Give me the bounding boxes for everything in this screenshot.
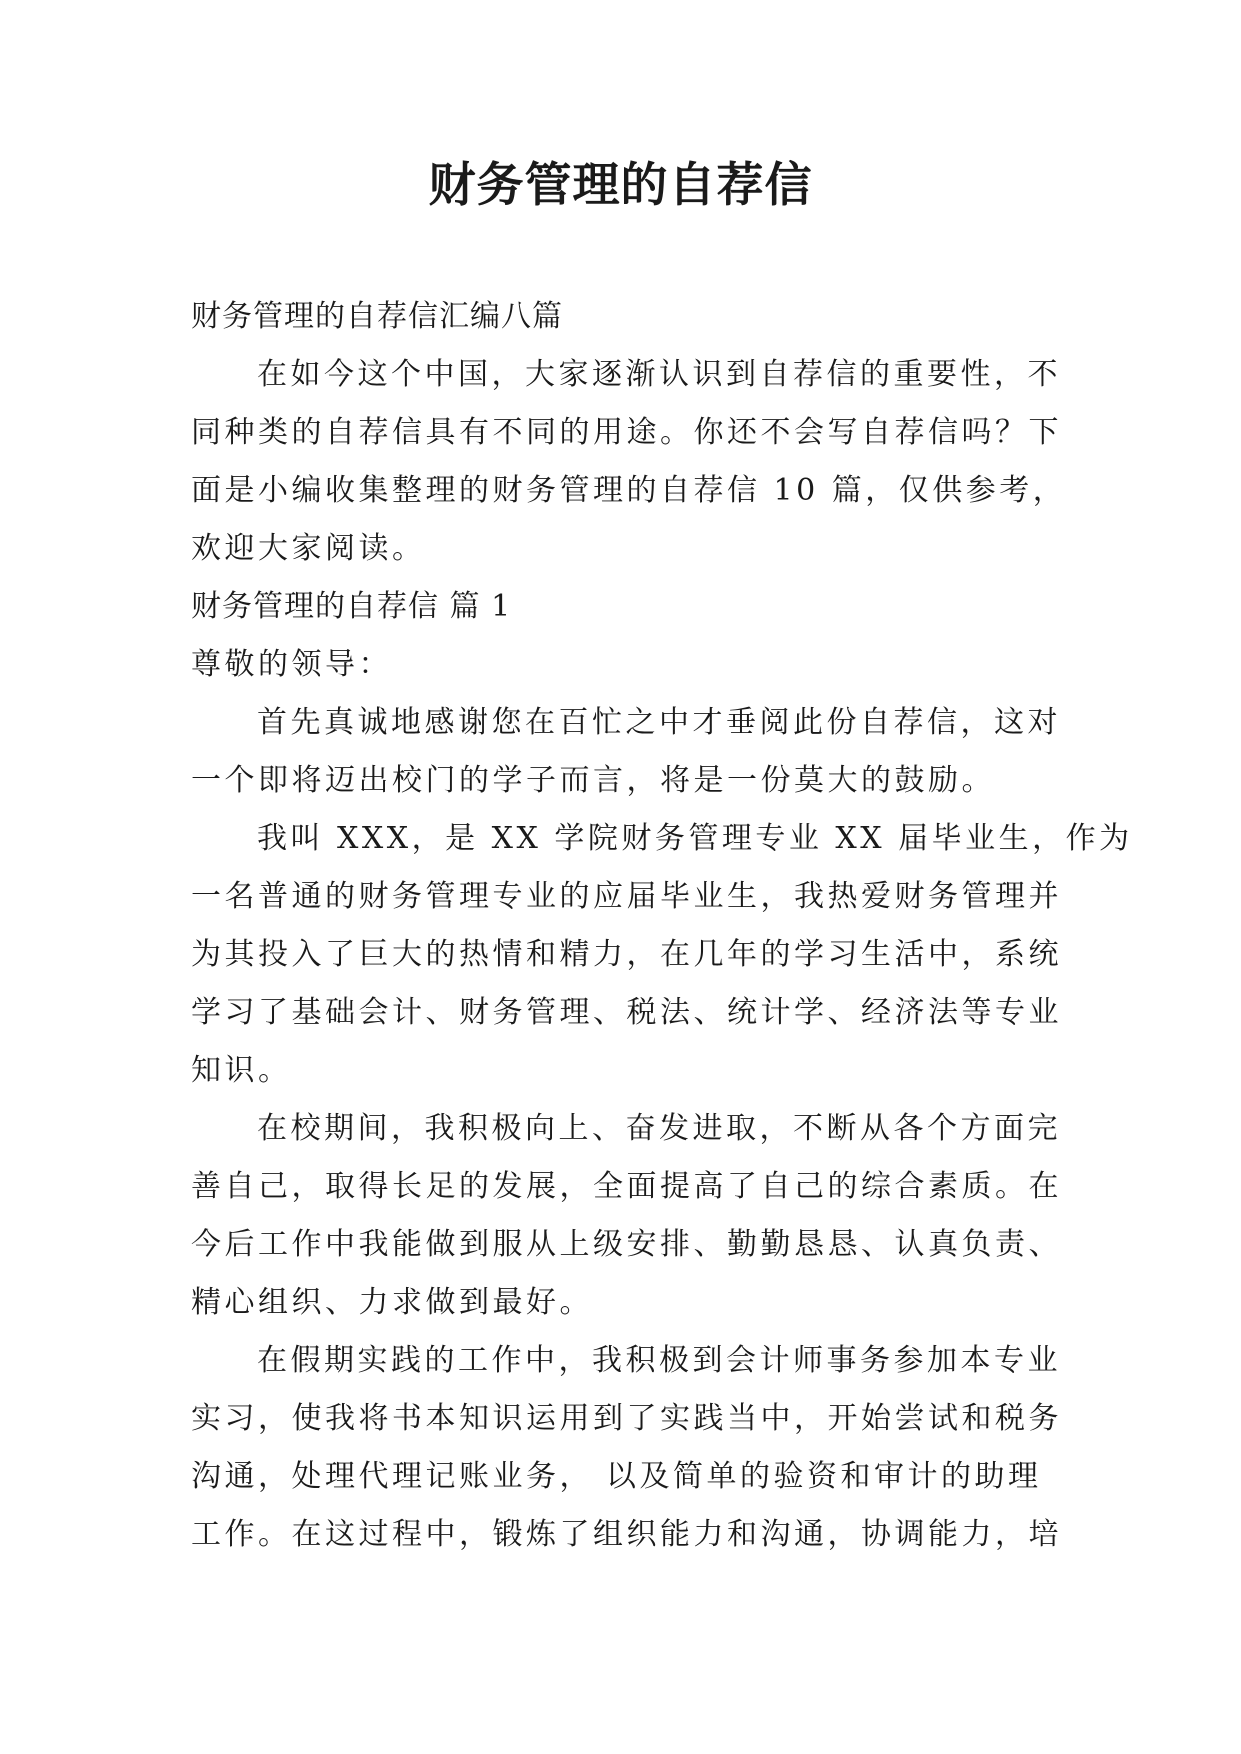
body-line: 一个即将迈出校门的学子而言，将是一份莫大的鼓励。 — [191, 763, 995, 798]
body-line: 为其投入了巨大的热情和精力，在几年的学习生活中，系统 — [191, 937, 1062, 972]
body-line: 财务管理的自荐信 篇 1 — [191, 589, 512, 624]
body-line: 工作。在这过程中，锻炼了组织能力和沟通，协调能力，培 — [191, 1517, 1062, 1552]
body-line: 在校期间，我积极向上、奋发进取，不断从各个方面完 — [257, 1111, 1061, 1146]
body-line: 沟通，处理代理记账业务， 以及简单的验资和审计的助理 — [191, 1459, 1042, 1494]
body-line: 实习，使我将书本知识运用到了实践当中，开始尝试和税务 — [191, 1401, 1062, 1436]
body-line: 在假期实践的工作中，我积极到会计师事务参加本专业 — [257, 1343, 1061, 1378]
body-line: 精心组织、力求做到最好。 — [191, 1285, 593, 1320]
document-body — [191, 288, 1133, 1564]
body-line: 首先真诚地感谢您在百忙之中才垂阅此份自荐信，这对 — [257, 705, 1061, 740]
body-line: 学习了基础会计、财务管理、税法、统计学、经济法等专业 — [191, 995, 1062, 1030]
body-line: 面是小编收集整理的财务管理的自荐信 10 篇，仅供参考， — [191, 473, 1067, 508]
body-line: 在如今这个中国，大家逐渐认识到自荐信的重要性，不 — [257, 357, 1061, 392]
body-line: 今后工作中我能做到服从上级安排、勤勤恳恳、认真负责、 — [191, 1227, 1062, 1262]
body-line: 同种类的自荐信具有不同的用途。你还不会写自荐信吗？下 — [191, 415, 1062, 450]
body-line: 知识。 — [191, 1053, 292, 1088]
body-line: 我叫 XXX，是 XX 学院财务管理专业 XX 届毕业生，作为 — [257, 821, 1133, 856]
body-line: 财务管理的自荐信汇编八篇 — [191, 299, 563, 334]
document-title: 财务管理的自荐信 — [428, 158, 813, 213]
body-line: 欢迎大家阅读。 — [191, 531, 426, 566]
body-line: 尊敬的领导： — [191, 647, 392, 682]
body-line: 一名普通的财务管理专业的应届毕业生，我热爱财务管理并 — [191, 879, 1062, 914]
body-line: 善自己，取得长足的发展，全面提高了自己的综合素质。在 — [191, 1169, 1062, 1204]
